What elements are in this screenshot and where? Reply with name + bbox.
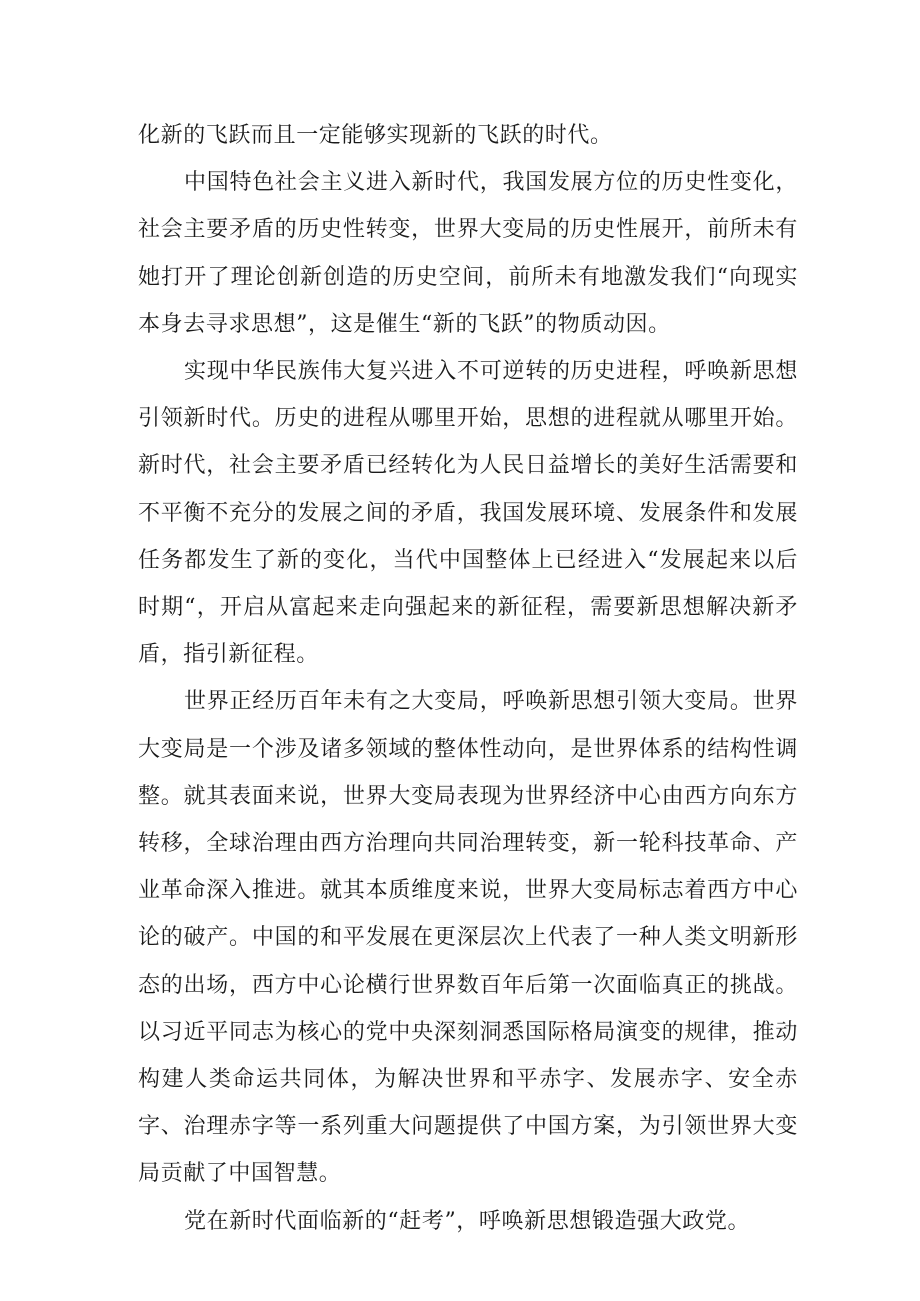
paragraph-national-rejuvenation: 实现中华民族伟大复兴进入不可逆转的历史进程，呼唤新思想引领新时代。历史的进程从哪里开始，思想的进程就从哪里开始。新时代，社会主要矛盾已经转化为人民日益增长的美好生活需要和不平衡不充分的发展之间的矛盾，我国发展环境、发展条件和发展任务都发生了新的变化，当代中国整体上已经进入“发展起来以后时期“，开启从富起来走向强起来的新征程，需要新思想解决新矛盾，指引新征程。 xyxy=(138,359,798,668)
paragraph-continuation: 化新的飞跃而且一定能够实现新的飞跃的时代。 xyxy=(138,123,613,148)
document-body xyxy=(138,112,798,1245)
paragraph-new-era: 中国特色社会主义进入新时代，我国发展方位的历史性变化，社会主要矛盾的历史性转变，世界大变局的历史性展开，前所未有她打开了理论创新创造的历史空间，前所未有地激发我们“向现实本身去寻求思想”，这是催生“新的飞跃”的物质动因。 xyxy=(138,170,798,337)
paragraph-world-changes: 世界正经历百年未有之大变局，呼唤新思想引领大变局。世界大变局是一个涉及诸多领域的整体性动向，是世界体系的结构性调整。就其表面来说，世界大变局表现为世界经济中心由西方向东方转移，全球治理由西方治理向共同治理转变，新一轮科技革命、产业革命深入推进。就其本质维度来说，世界大变局标志着西方中心论的破产。中国的和平发展在更深层次上代表了一种人类文明新形态的出场，西方中心论横行世界数百年后第一次面临真正的挑战。以习近平同志为核心的党中央深刻洞悉国际格局演变的规律，推动构建人类命运共同体，为解决世界和平赤字、发展赤字、安全赤字、治理赤字等一系列重大问题提供了中国方案，为引领世界大变局贡献了中国智慧。 xyxy=(138,689,798,1187)
paragraph-party-exam: 党在新时代面临新的“赶考”，呼唤新思想锻造强大政党。 xyxy=(184,1208,751,1234)
